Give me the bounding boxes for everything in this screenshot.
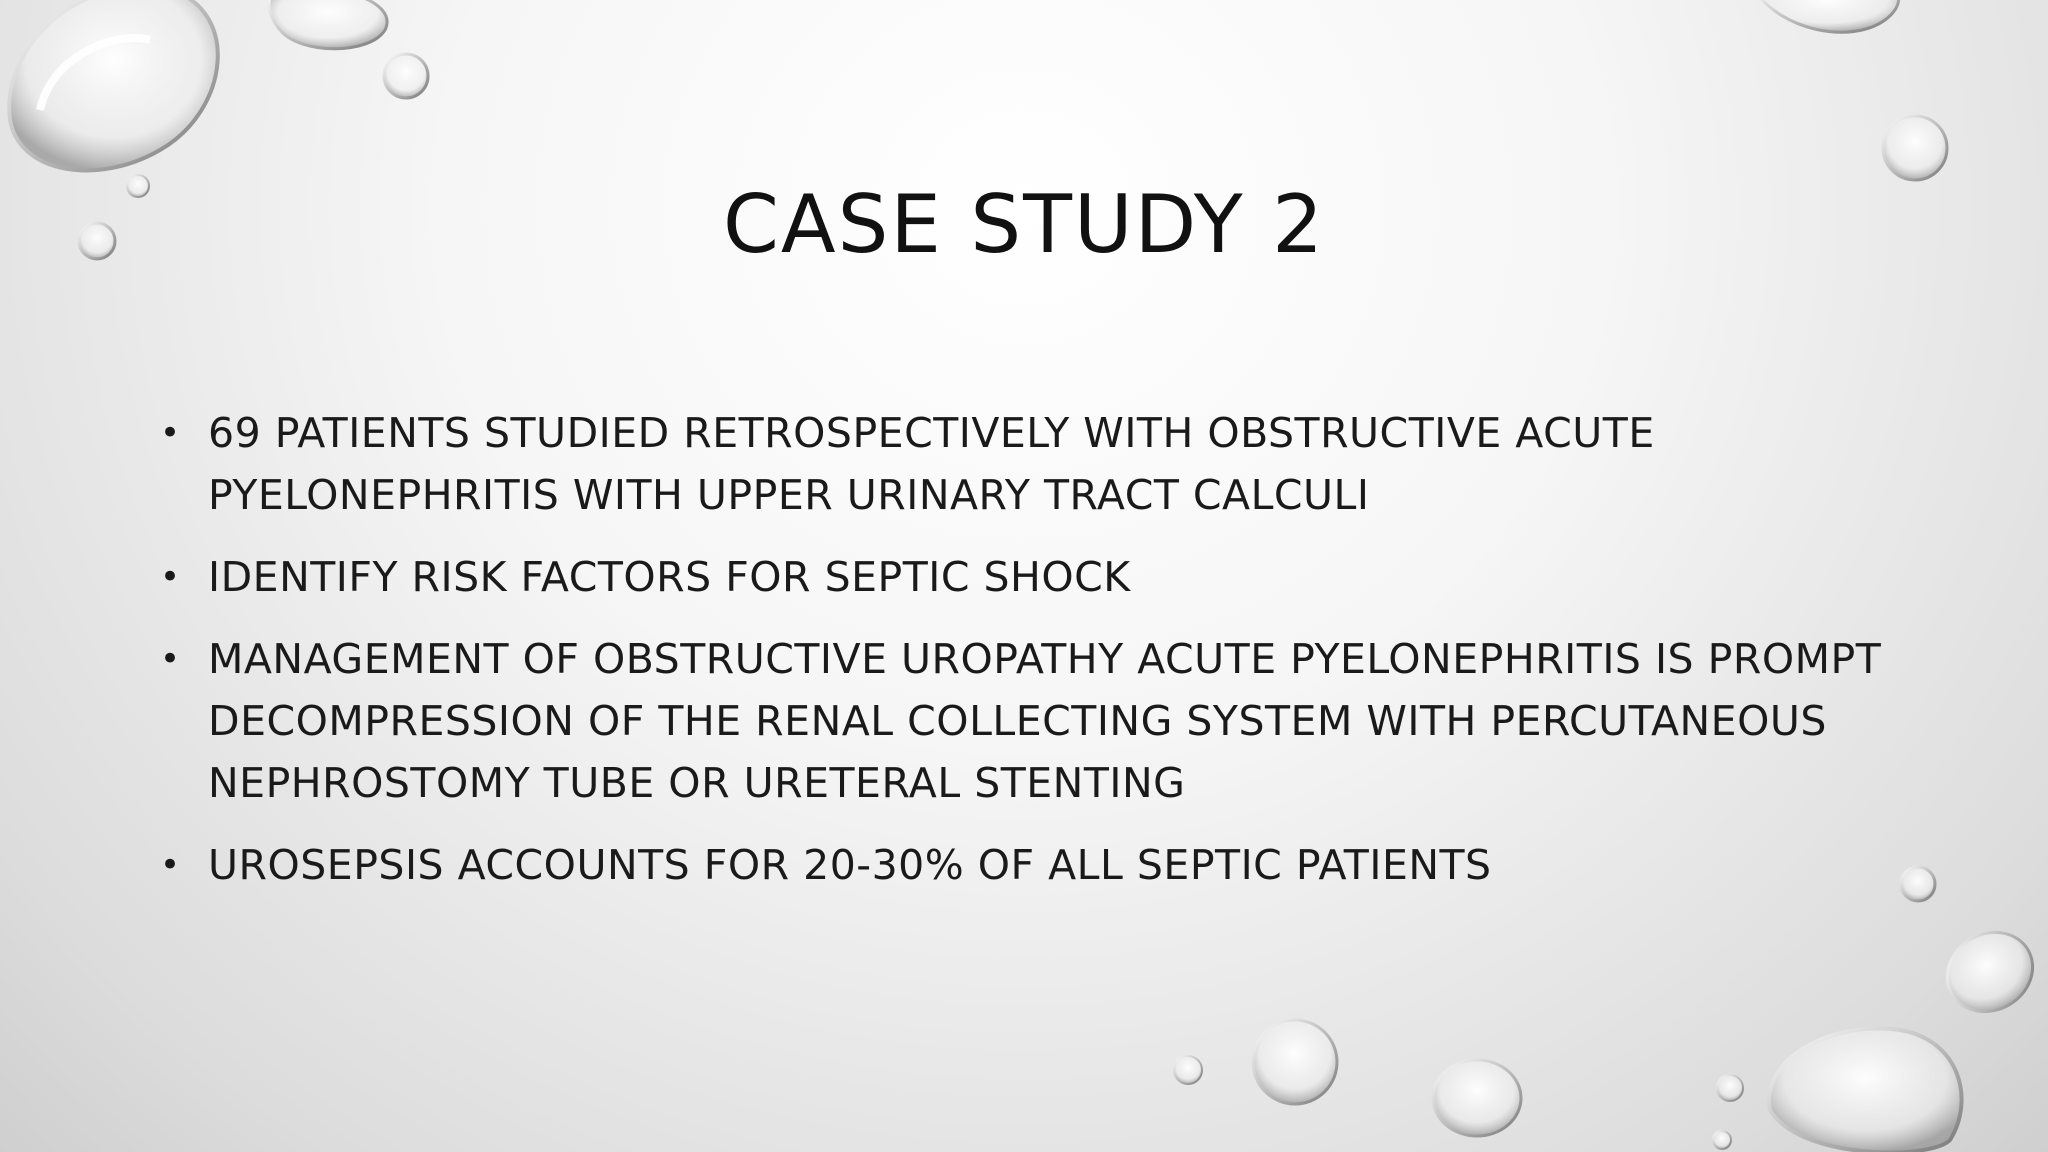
water-droplet-icon <box>1901 867 1935 901</box>
bullet-text: UROSEPSIS ACCOUNTS FOR 20-30% OF ALL SEPTIC PATIENTS <box>208 841 1492 889</box>
water-droplet-icon <box>1717 1075 1743 1101</box>
bullet-marker: • <box>160 413 181 453</box>
water-droplet-icon <box>1883 116 1947 180</box>
water-droplet-icon <box>1769 1028 1962 1152</box>
water-droplet-icon <box>9 0 218 170</box>
slide-title: CASE STUDY 2 <box>723 178 1325 271</box>
water-droplet-icon <box>1755 0 1899 32</box>
bullet-list <box>160 402 1900 916</box>
bullet-text: IDENTIFY RISK FACTORS FOR SEPTIC SHOCK <box>208 553 1131 601</box>
bullet-marker: • <box>160 845 181 885</box>
water-droplet-icon <box>1433 1060 1521 1136</box>
bullet-item <box>160 402 1900 526</box>
water-droplet-icon <box>269 0 387 49</box>
water-droplet-icon <box>1713 1131 1731 1149</box>
water-droplet-icon <box>384 54 428 98</box>
bullet-text: 69 PATIENTS STUDIED RETROSPECTIVELY WITH OBSTRUCTIVE ACUTE PYELONEPHRITIS WITH UPPER URINARY TRACT CALCULI <box>208 409 1655 519</box>
bullet-item <box>160 546 1900 608</box>
water-droplet-icon <box>1933 917 2047 1027</box>
bullet-item <box>160 834 1900 896</box>
bullet-marker: • <box>160 639 181 679</box>
bullet-item <box>160 628 1900 814</box>
bullet-text: MANAGEMENT OF OBSTRUCTIVE UROPATHY ACUTE PYELONEPHRITIS IS PROMPT DECOMPRESSION OF THE RENAL COLLECTING SYSTEM WITH PERCUTANEOUS NEPHROSTOMY TUBE OR URETERAL STENTING <box>208 635 1882 807</box>
bullet-marker: • <box>160 557 181 597</box>
water-droplet-icon <box>1174 1056 1202 1084</box>
water-droplet-icon <box>1253 1020 1337 1104</box>
